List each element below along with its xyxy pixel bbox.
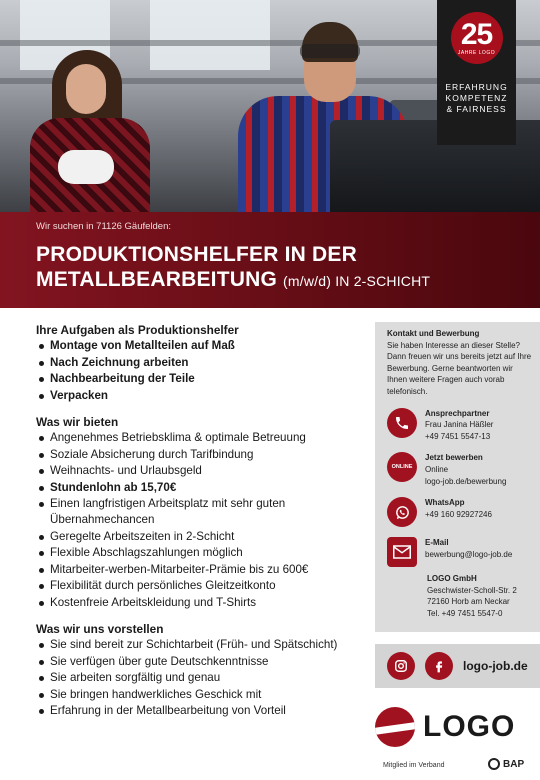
badge-sub: JAHRE LOGO [457, 49, 496, 56]
list-item: Verpacken [36, 388, 356, 404]
online-label: Jetzt bewerben [425, 453, 483, 463]
worker-woman-face [66, 64, 106, 114]
list-item: Sie verfügen über gute Deutschkenntnisse [36, 654, 356, 670]
contact-text: Sie haben Interesse an dieser Stelle? Dann freuen wir uns bereits jetzt auf Ihre Bewerbung. Gerne beantworten wir Ihnen weitere Fragen auch vorab telefonisch. [387, 340, 532, 396]
list-item: Nach Zeichnung arbeiten [36, 355, 356, 371]
website-link[interactable]: logo-job.de [463, 659, 528, 673]
title-suffix: (m/w/d) IN 2-SCHICHT [283, 273, 431, 289]
list-item: Soziale Absicherung durch Tarifbindung [36, 447, 356, 463]
tasks-list [36, 338, 356, 404]
contact-heading: Kontakt und Bewerbung [387, 329, 480, 338]
phone-label: Ansprechpartner [425, 408, 490, 418]
window-light [150, 0, 270, 70]
section-heading-offer: Was wir bieten [36, 415, 119, 430]
whatsapp-icon [387, 497, 417, 527]
whatsapp-label: WhatsApp [425, 498, 465, 508]
safety-glasses [300, 44, 360, 58]
online-sub: Online [425, 464, 449, 474]
badge-line: & FAIRNESS [446, 104, 507, 114]
online-apply-icon: ONLINE [387, 452, 417, 482]
company-city: 72160 Horb am Neckar [427, 597, 510, 607]
association-logo [488, 758, 524, 770]
list-item: Stundenlohn ab 15,70€ [36, 480, 356, 496]
company-street: Geschwister-Scholl-Str. 2 [427, 585, 517, 595]
title-line-main: METALLBEARBEITUNG [36, 268, 277, 291]
social-bar [375, 644, 540, 688]
list-item: Sie sind bereit zur Schichtarbeit (Früh- und Spätschicht) [36, 637, 356, 653]
contact-panel [375, 322, 540, 632]
instagram-icon[interactable] [387, 652, 415, 680]
whatsapp-text [425, 497, 492, 520]
mail-icon [387, 537, 417, 567]
email-address[interactable]: bewerbung@logo-job.de [425, 549, 513, 559]
intro-text: Wir suchen in 71126 Gäufelden: [36, 221, 172, 232]
list-item: Flexibilität durch persönliches Gleitzeitkonto [36, 578, 356, 594]
badge-line: KOMPETENZ [445, 93, 508, 103]
facebook-icon[interactable] [425, 652, 453, 680]
profile-list [36, 637, 356, 719]
offer-list [36, 430, 356, 610]
list-item: Kostenfreie Arbeitskleidung und T-Shirts [36, 595, 356, 611]
section-heading-tasks: Ihre Aufgaben als Produktionshelfer [36, 323, 239, 337]
list-item: Geregelte Arbeitszeiten in 2-Schicht [36, 529, 356, 545]
title-line [36, 267, 430, 294]
whatsapp-number[interactable]: +49 160 92927246 [425, 509, 492, 519]
company-logo [375, 702, 535, 752]
badge-circle [451, 12, 503, 64]
bap-mark-icon [488, 758, 500, 770]
logo-wordmark: LOGO [423, 710, 516, 743]
list-item: Erfahrung in der Metallbearbeitung von Vorteil [36, 703, 356, 719]
contact-phone [387, 408, 532, 443]
list-item: Sie bringen handwerkliches Geschick mit [36, 687, 356, 703]
email-label: E-Mail [425, 538, 449, 548]
section-heading-profile: Was wir uns vorstellen [36, 621, 164, 636]
online-link[interactable]: logo-job.de/bewerbung [425, 476, 507, 486]
company-address [427, 573, 532, 619]
online-text [425, 452, 506, 487]
list-item: Nachbearbeitung der Teile [36, 371, 356, 387]
phone-name: Frau Janina Häßler [425, 420, 494, 430]
phone-icon [387, 408, 417, 438]
badge-lines [445, 82, 507, 115]
contact-online [387, 452, 532, 487]
list-item: Angenehmes Betriebsklima & optimale Betreuung [36, 430, 356, 446]
phone-text [425, 408, 493, 443]
list-item: Montage von Metallteilen auf Maß [36, 338, 356, 354]
worker-woman-gloves [58, 150, 114, 184]
anniversary-badge [437, 0, 516, 145]
phone-number[interactable]: +49 7451 5547-13 [425, 431, 491, 441]
list-item: Mitarbeiter-werben-Mitarbeiter-Prämie bis zu 600€ [36, 562, 356, 578]
list-item: Sie arbeiten sorgfältig und genau [36, 670, 356, 686]
logo-mark-icon [375, 707, 415, 747]
list-item: Einen langfristigen Arbeitsplatz mit sehr guten Übernahmechancen [36, 496, 356, 529]
page-title [36, 242, 430, 294]
list-item: Weihnachts- und Urlaubsgeld [36, 463, 356, 479]
badge-line: ERFAHRUNG [445, 82, 508, 92]
contact-whatsapp [387, 497, 532, 527]
list-item: Flexible Abschlagszahlungen möglich [36, 545, 356, 561]
company-tel[interactable]: Tel. +49 7451 5547-0 [427, 608, 503, 618]
title-line: PRODUKTIONSHELFER IN DER [36, 243, 357, 266]
email-text [425, 537, 512, 560]
job-details [36, 322, 356, 729]
company-name: LOGO GmbH [427, 574, 477, 584]
badge-number: 25 [460, 17, 493, 51]
contact-email [387, 537, 532, 567]
member-note: Mitglied im Verband [383, 762, 445, 769]
title-band [0, 212, 540, 308]
association-name: BAP [503, 758, 525, 770]
